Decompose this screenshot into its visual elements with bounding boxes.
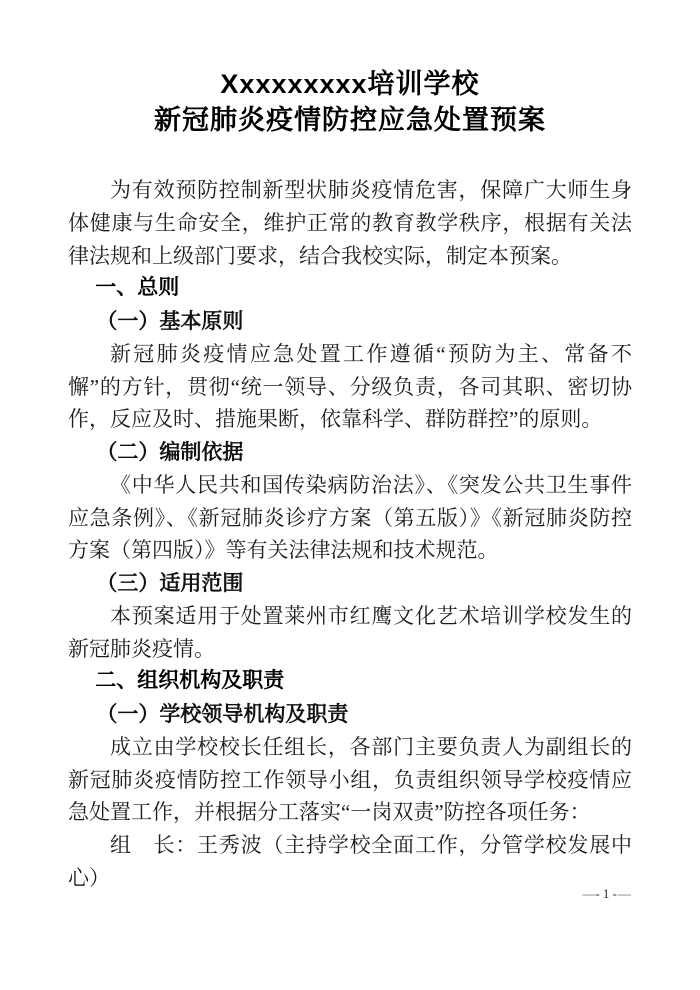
sub-section-heading: （二）编制依据: [96, 440, 244, 464]
paragraph: 为有效预防控制新型状肺炎疫情危害，保障广大师生身体健康与生命安全，维护正常的教育教学秩序，根据有关法律法规和上级部门要求，结合我校实际，制定本预案。: [68, 178, 632, 268]
document-title: [0, 66, 700, 138]
footer-right-dash: —: [618, 886, 630, 901]
document-title-line1: Xxxxxxxxx培训学校: [220, 69, 480, 99]
footer-left-dash: —: [582, 886, 595, 901]
document-body: [68, 174, 632, 895]
sub-section-heading: （一）学校领导机构及职责: [96, 702, 349, 726]
page-footer: [582, 886, 630, 902]
paragraph: 新冠肺炎疫情应急处置工作遵循“预防为主、常备不懈”的方针，贯彻“统一领导、分级负责，各司其职、密切协作，反应及时、措施果断，依靠科学、群防群控”的原则。: [68, 341, 632, 432]
paragraph: 成立由学校校长任组长，各部门主要负责人为副组长的新冠肺炎疫情防控工作领导小组，负责组织领导学校疫情应急处置工作，并根据分工落实“一岗双责”防控各项任务：: [68, 734, 632, 825]
document-title-line2: 新冠肺炎疫情防控应急处置预案: [154, 105, 546, 135]
section-heading: 二、组织机构及职责: [95, 669, 285, 693]
sub-section-heading: （一）基本原则: [96, 309, 244, 333]
paragraph: 本预案适用于处置莱州市红鹰文化艺术培训学校发生的新冠肺炎疫情。: [68, 603, 632, 661]
section-heading: 一、总则: [95, 276, 180, 300]
paragraph: 《中华人民共和国传染病防治法》、《突发公共卫生事件应急条例》、《新冠肺炎诊疗方案（第五版）》《新冠肺炎防控方案（第四版）》等有关法律法规和技术规范。: [68, 472, 632, 563]
sub-section-heading: （三）适用范围: [96, 571, 244, 595]
page-number: - 1 -: [595, 886, 617, 901]
paragraph: 组 长：王秀波（主持学校全面工作，分管学校发展中心）: [68, 833, 632, 890]
